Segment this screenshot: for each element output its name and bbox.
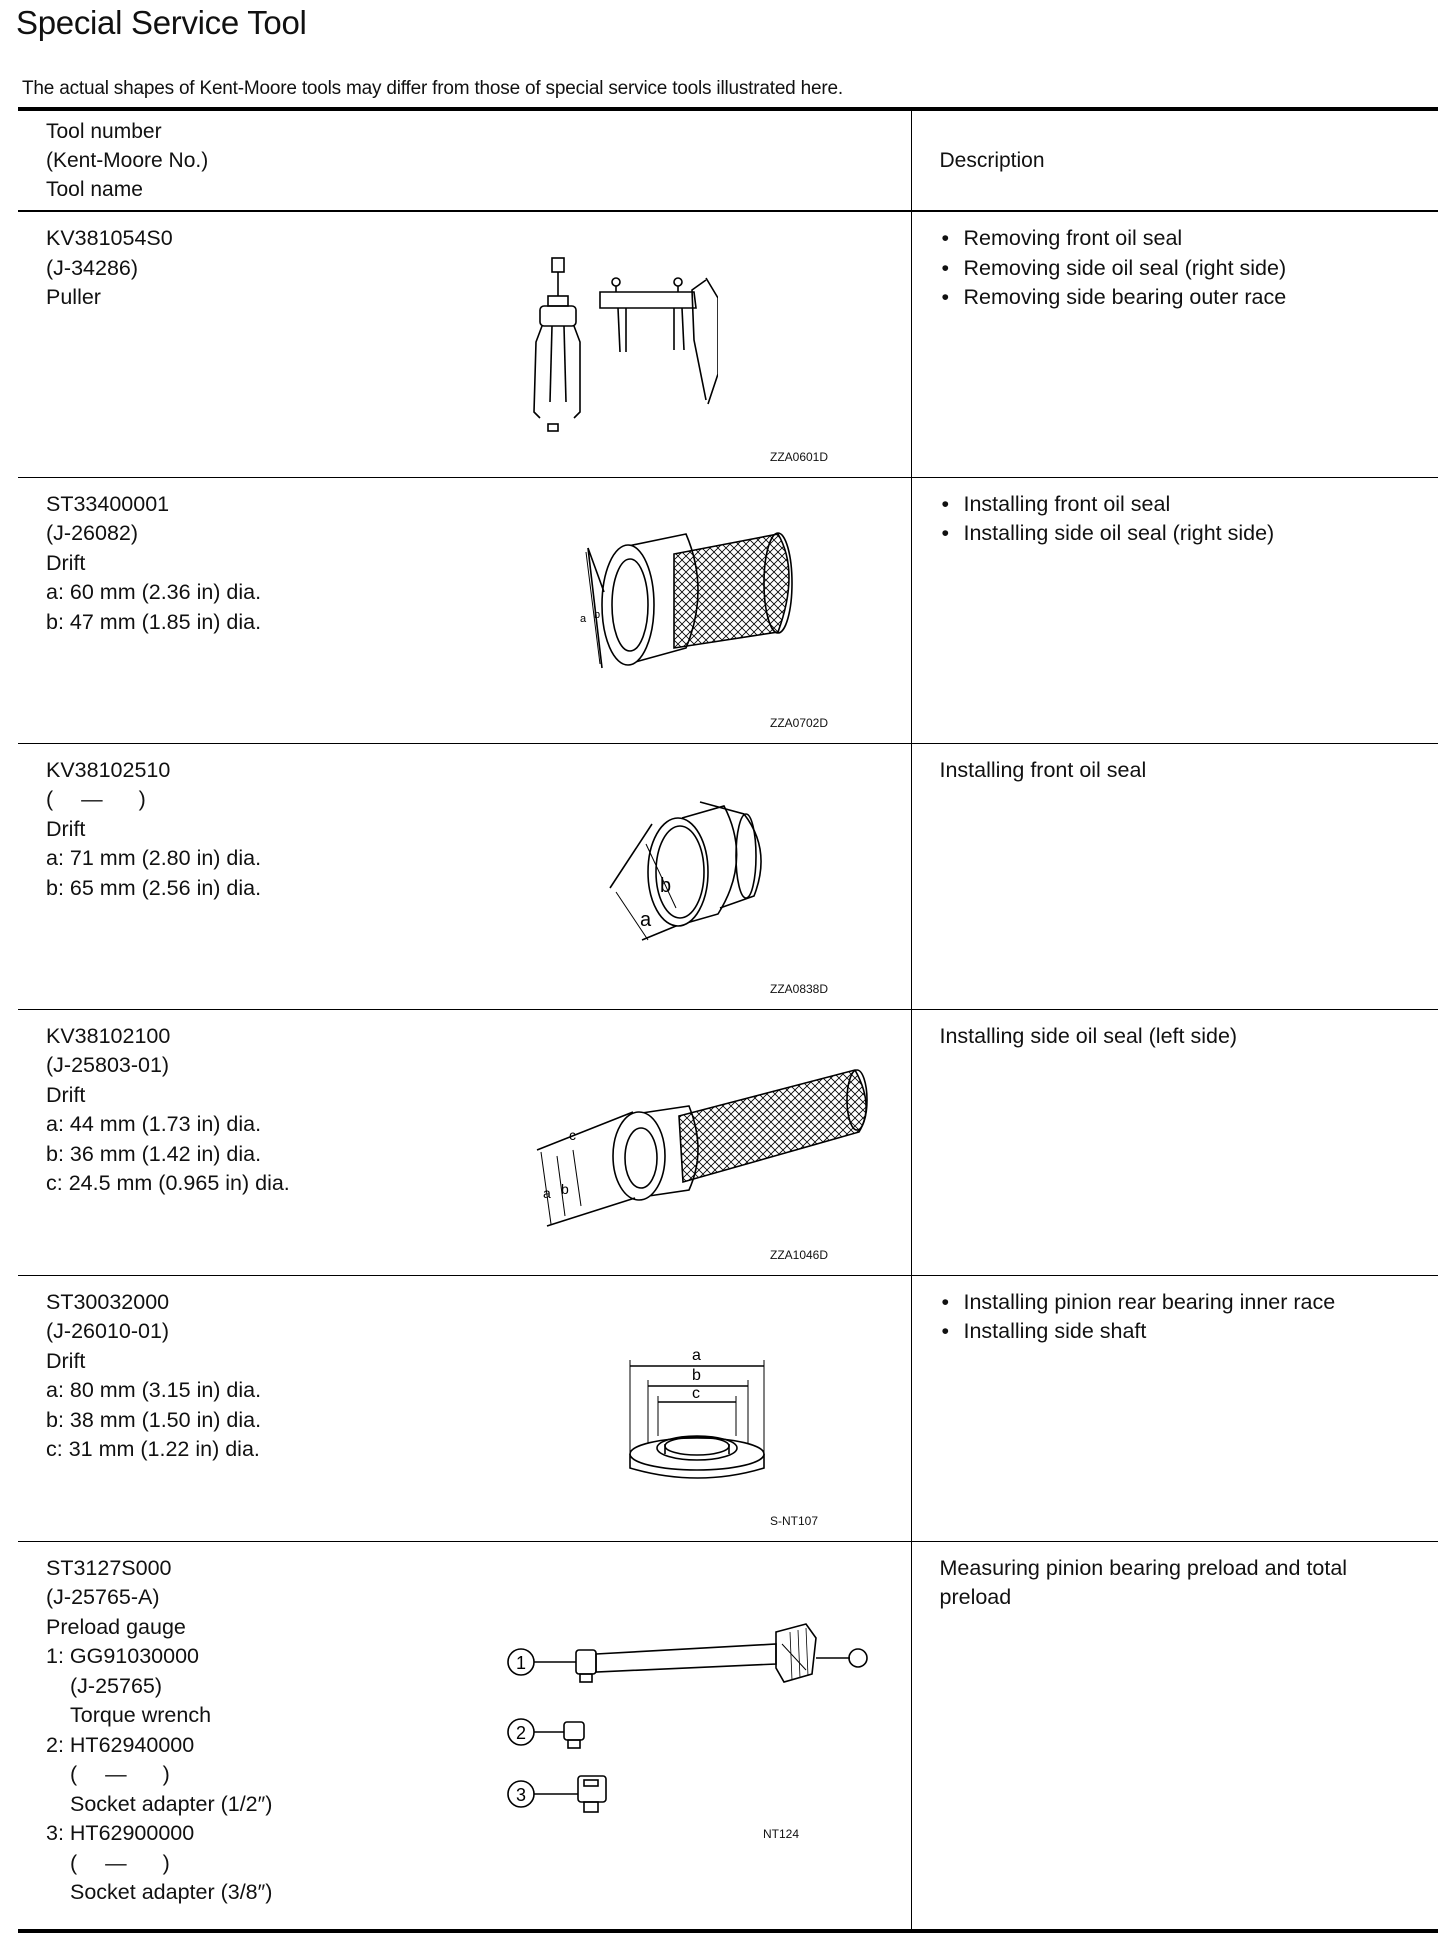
page-title: Special Service Tool xyxy=(16,4,307,41)
spec-c: c: 31 mm (1.22 in) dia. xyxy=(46,1437,260,1461)
dim-label-a: a xyxy=(692,1346,701,1364)
description-cell xyxy=(911,211,1438,477)
tool-number: ST33400001 xyxy=(46,491,170,516)
tool-info xyxy=(46,1288,261,1465)
tool-number: KV38102100 xyxy=(46,1023,171,1048)
tool-info xyxy=(46,490,261,638)
tool-name: Drift xyxy=(46,1082,86,1107)
description-cell xyxy=(911,477,1438,743)
drift-illustration xyxy=(618,1336,778,1486)
spec-b: b: 38 mm (1.50 in) dia. xyxy=(46,1407,262,1432)
tool-cell xyxy=(18,743,911,1009)
component-name: Socket adapter (1/2″) xyxy=(70,1791,273,1816)
component-number: 2: HT62940000 xyxy=(46,1732,195,1757)
figure-code: ZZA0702D xyxy=(770,715,829,730)
tool-info xyxy=(46,224,173,313)
spec-a: a: 44 mm (1.73 in) dia. xyxy=(46,1112,262,1136)
component-number: 1: GG91030000 xyxy=(46,1644,200,1668)
tool-number: KV381054S0 xyxy=(46,226,173,250)
tool-cell xyxy=(18,211,911,477)
tool-info xyxy=(46,1554,272,1908)
description-item: • Installing side oil seal (right side) xyxy=(940,519,1427,549)
tool-info xyxy=(46,1022,290,1199)
description-item: • Removing side bearing outer race xyxy=(940,283,1427,313)
dim-label-b: b xyxy=(594,608,601,621)
spec-a: a: 71 mm (2.80 in) dia. xyxy=(46,846,262,870)
drift-illustration xyxy=(578,528,828,688)
drift-illustration xyxy=(596,800,816,950)
tool-cell xyxy=(18,1009,911,1275)
dim-label-c: c xyxy=(692,1384,700,1402)
tool-number: ST30032000 xyxy=(46,1289,170,1314)
spec-c: c: 24.5 mm (0.965 in) dia. xyxy=(46,1171,290,1195)
description-list xyxy=(940,224,1427,313)
kent-moore-number: (J-34286) xyxy=(46,255,139,280)
intro-note: The actual shapes of Kent-Moore tools may differ from those of special service tools illustrated here. xyxy=(22,78,843,99)
tool-cell xyxy=(18,477,911,743)
description-cell xyxy=(911,1541,1438,1931)
dim-label-b: b xyxy=(660,874,672,897)
kent-moore-number: (J-25765-A) xyxy=(46,1585,160,1609)
description-item: • Installing side shaft xyxy=(940,1317,1427,1347)
description-item: • Removing front oil seal xyxy=(940,224,1427,254)
component-name: Socket adapter (3/8″) xyxy=(70,1880,273,1904)
tool-name: Drift xyxy=(46,816,86,841)
figure-code: S-NT107 xyxy=(770,1513,819,1528)
dim-label-a: a xyxy=(543,1184,551,1201)
kent-moore-number: (J-26010-01) xyxy=(46,1319,170,1343)
table-row xyxy=(18,477,1438,743)
tool-name: Drift xyxy=(46,1348,86,1373)
spec-a: a: 80 mm (3.15 in) dia. xyxy=(46,1378,262,1402)
spec-b: b: 47 mm (1.85 in) dia. xyxy=(46,609,262,634)
table-row xyxy=(18,211,1438,477)
kent-moore-number: ( — ) xyxy=(46,787,146,811)
component-kent-moore: (J-25765) xyxy=(70,1673,163,1698)
preload-gauge-illustration xyxy=(506,1622,886,1822)
callout-3: 3 xyxy=(516,1784,527,1805)
figure-code: ZZA0601D xyxy=(770,450,829,464)
spec-b: b: 36 mm (1.42 in) dia. xyxy=(46,1141,262,1166)
table-row xyxy=(18,1541,1438,1931)
component-number: 3: HT62900000 xyxy=(46,1821,195,1845)
tool-number: KV38102510 xyxy=(46,757,171,782)
drift-illustration xyxy=(523,1066,883,1236)
dim-label-a: a xyxy=(580,612,587,625)
spec-b: b: 65 mm (2.56 in) dia. xyxy=(46,875,262,900)
description-list xyxy=(940,1288,1427,1347)
table-row xyxy=(18,1009,1438,1275)
description-item: • Installing pinion rear bearing inner race xyxy=(940,1288,1427,1318)
dim-label-b: b xyxy=(561,1180,569,1197)
description-list xyxy=(940,490,1427,549)
table-row xyxy=(18,743,1438,1009)
tool-number: ST3127S000 xyxy=(46,1555,172,1580)
component-kent-moore: ( — ) xyxy=(70,1762,170,1786)
description-text: Installing side oil seal (left side) xyxy=(939,1023,1238,1048)
special-service-tool-table xyxy=(18,107,1438,1933)
description-text: Installing front oil seal xyxy=(939,757,1147,782)
table-header-row xyxy=(18,109,1438,211)
description-cell xyxy=(911,1275,1438,1541)
callout-1: 1 xyxy=(516,1652,527,1673)
dim-label-a: a xyxy=(640,908,652,931)
figure-code: ZZA0838D xyxy=(770,981,829,996)
header-tool-number: Tool number xyxy=(46,120,162,143)
table-row xyxy=(18,1275,1438,1541)
description-text: Measuring pinion bearing preload and total preload xyxy=(939,1555,1348,1609)
header-tool-name: Tool name xyxy=(46,178,143,201)
tool-name: Preload gauge xyxy=(46,1614,186,1639)
header-kent-moore: (Kent-Moore No.) xyxy=(46,149,209,172)
figure-code: NT124 xyxy=(763,1826,800,1841)
kent-moore-number: (J-25803-01) xyxy=(46,1053,170,1077)
component-kent-moore: ( — ) xyxy=(70,1850,170,1875)
component-name: Torque wrench xyxy=(70,1703,212,1727)
header-tool-cell xyxy=(18,109,911,211)
dim-label-c: c xyxy=(569,1126,576,1143)
callout-2: 2 xyxy=(516,1722,527,1743)
description-cell xyxy=(911,743,1438,1009)
kent-moore-number: (J-26082) xyxy=(46,521,139,545)
figure-code: ZZA1046D xyxy=(770,1247,829,1262)
tool-cell xyxy=(18,1275,911,1541)
spec-a: a: 60 mm (2.36 in) dia. xyxy=(46,580,262,604)
description-cell xyxy=(911,1009,1438,1275)
tool-cell xyxy=(18,1541,911,1931)
tool-name: Puller xyxy=(46,285,101,309)
tool-name: Drift xyxy=(46,550,86,575)
description-item: • Removing side oil seal (right side) xyxy=(940,254,1427,284)
header-description-cell: Description xyxy=(939,149,1045,172)
description-item: • Installing front oil seal xyxy=(940,490,1427,520)
puller-illustration xyxy=(528,252,718,432)
tool-info xyxy=(46,756,261,904)
dim-label-b: b xyxy=(692,1366,701,1384)
